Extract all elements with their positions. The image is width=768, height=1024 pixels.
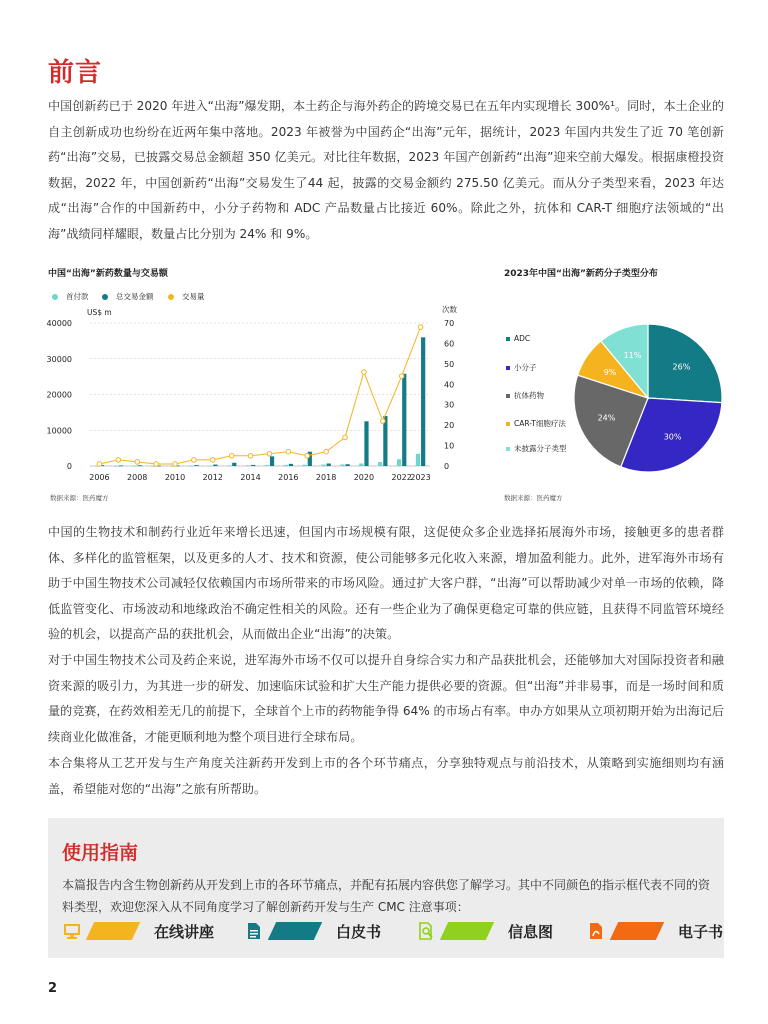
point-volume-2017 <box>305 453 310 458</box>
legend-upfront-label: 首付款 <box>66 292 89 301</box>
point-volume-2012 <box>210 458 215 463</box>
bar-upfront-2016 <box>284 465 288 466</box>
pie-legend-item-2 <box>506 390 544 401</box>
right-axis-unit: 次数 <box>442 305 457 314</box>
point-volume-2009 <box>154 462 159 467</box>
pie-legend-item-3 <box>506 418 566 429</box>
bar-upfront-2012 <box>208 466 212 467</box>
point-volume-2006 <box>97 462 102 467</box>
document-icon <box>246 922 262 940</box>
bar-upfront-2018 <box>321 465 325 466</box>
guide-title: 使用指南 <box>62 842 139 864</box>
bar-upfront-2008 <box>133 466 137 467</box>
right-tick-label: 30 <box>444 400 455 410</box>
paragraph-collection: 本合集将从工艺开发与生产角度关注新药开发到上市的各个环节痛点，分享独特观点与前沿技术，从策略到实施细则均有涵盖，希望能对您的“出海”之旅有所帮助。 <box>48 756 724 796</box>
x-tick-label: 2014 <box>240 473 261 482</box>
pie-legend-swatch <box>506 447 510 451</box>
bar-total-2013 <box>232 463 236 466</box>
point-volume-2020 <box>362 370 367 375</box>
bar-upfront-2015 <box>265 465 269 466</box>
bar-upfront-2020 <box>359 463 363 466</box>
bar-upfront-2021 <box>378 462 382 466</box>
pie-legend-item-1 <box>506 362 537 373</box>
tag-bar-whitepaper <box>268 922 322 940</box>
tag-bar-infographic <box>440 922 494 940</box>
point-volume-2010 <box>173 462 178 467</box>
bar-chart-title: 中国“出海”新药数量与交易额 <box>48 269 168 279</box>
bar-upfront-2011 <box>189 466 193 467</box>
pie-legend-label: ADC <box>514 334 531 343</box>
pie-legend-item-0 <box>506 334 530 343</box>
bar-total-2016 <box>289 464 293 466</box>
tag-label-lecture: 在线讲座 <box>154 923 215 941</box>
tag-label-infographic: 信息图 <box>508 923 554 941</box>
bar-total-2011 <box>194 465 198 466</box>
point-volume-2021 <box>380 419 385 424</box>
pie-chart <box>568 318 728 478</box>
pie-legend-label: 小分子 <box>514 363 537 372</box>
paragraph-market: 中国的生物技术和制药行业近年来增长迅速，但国内市场规模有限，这促使众多企业选择拓展海外市场，接触更多的患者群体、多样化的监管框架，以及更多的人才、技术和资源，使公司能够多元化收入来源，增加盈利能力。此外，进军海外市场有助于中国生物技术公司减轻仅依赖国内市场所带来的市场风险。通过扩大客户群，“出海”可以帮助减少对单一市场的依赖，降低监管变化、市场波动和地缘政治不确定性相关的风险。还有一些企业为了确保更稳定可靠的供应链，且获得不同监管环境经验的机会，以提高产品的获批机会，从而做出企业“出海”的决策。 <box>48 525 724 641</box>
line-volume <box>99 327 420 464</box>
pie-legend-item-4 <box>506 443 567 454</box>
right-tick-label: 60 <box>444 339 455 349</box>
bar-total-2023 <box>421 337 425 466</box>
point-volume-2014 <box>248 453 253 458</box>
left-axis-unit: US$ m <box>87 308 112 317</box>
pie-legend-swatch <box>506 422 510 426</box>
pie-label-1: 30% <box>663 432 682 442</box>
page-number: 2 <box>48 981 58 996</box>
point-volume-2018 <box>324 449 329 454</box>
left-tick-label: 40000 <box>46 319 72 328</box>
tag-label-whitepaper: 白皮书 <box>336 923 382 941</box>
bar-total-2008 <box>138 465 142 466</box>
paragraph-intro: 中国创新药已于 2020 年进入“出海”爆发期，本土药企与海外药企的跨境交易已在五年内实现增长 300%¹。同时，本土企业的自主创新成功也纷纷在近两年集中落地。2023 年被誉为中国药企“出海”元年，据统计，2023 年国内共发生了近 70 笔创新药“出海”交易，已披露交易总金额超 350 亿美元。对比往年数据，2023 年国产创新药“出海”迎来空前大爆发。根据康橙投资数据，2022 年，中国创新药“出海”交易发生了44 起，披露的交易金额约 275.50 亿美元。而从分子类型来看，2023 年达成“出海”合作的中国新药中，小分子药物和 ADC 产品数量占比接近 60%。除此之外，抗体和 CAR-T 细胞疗法领域的“出海”战绩同样耀眼，数量占比分别为 24% 和 9%。 <box>48 99 724 241</box>
bar-line-chart <box>44 300 484 490</box>
bar-upfront-2013 <box>227 465 231 466</box>
bar-total-2022 <box>402 374 406 466</box>
pie-label-0: 26% <box>672 362 691 372</box>
legend-total-label: 总交易金额 <box>116 292 154 301</box>
bar-total-2015 <box>270 456 274 466</box>
point-volume-2011 <box>192 458 197 463</box>
right-tick-label: 70 <box>444 319 455 328</box>
point-volume-2013 <box>229 453 234 458</box>
x-tick-label: 2006 <box>89 473 110 482</box>
bar-total-2014 <box>251 465 255 466</box>
usage-guide-box <box>48 818 724 958</box>
bar-upfront-2007 <box>114 466 118 467</box>
pie-legend-label: 抗体药物 <box>514 391 544 400</box>
point-volume-2008 <box>135 460 140 465</box>
pie-legend-label: CAR-T细胞疗法 <box>514 419 566 428</box>
point-volume-2007 <box>116 458 121 463</box>
pie-chart-source: 数据来源：医药魔方 <box>504 494 563 502</box>
bar-total-2019 <box>346 464 350 466</box>
pie-label-4: 11% <box>623 350 642 360</box>
point-volume-2016 <box>286 449 291 454</box>
x-tick-label: 2016 <box>278 473 299 482</box>
bar-upfront-2019 <box>340 464 344 466</box>
pie-label-2: 24% <box>597 413 616 423</box>
right-tick-label: 40 <box>444 380 455 390</box>
bar-total-2018 <box>327 463 331 466</box>
bar-chart-source: 数据来源：医药魔方 <box>50 494 109 502</box>
x-tick-label: 2023 <box>410 473 431 482</box>
pie-chart-title: 2023年中国“出海”新药分子类型分布 <box>504 269 658 279</box>
left-tick-label: 30000 <box>46 354 72 364</box>
point-volume-2015 <box>267 451 272 456</box>
bar-total-2020 <box>364 421 368 466</box>
point-volume-2023 <box>418 325 423 330</box>
x-tick-label: 2018 <box>315 473 337 482</box>
pie-label-3: 9% <box>603 368 617 378</box>
paragraph-benefits: 对于中国生物技术公司及药企来说，进军海外市场不仅可以提升自身综合实力和产品获批机会，还能够加大对国际投资者和融资来源的吸引力，为其进一步的研发、加速临床试验和扩大生产能力提供必要的资源。但“出海”并非易事，而是一场时间和质量的竞赛，在药效相差无几的前提下，全球首个上市的药物能争得 64% 的市场占有率。申办方如果从立项初期开始为出海记后续商业化做准备，才能更顺利地为整个项目进行全球布局。 <box>48 653 724 744</box>
left-tick-label: 0 <box>66 462 72 471</box>
bar-upfront-2017 <box>303 465 307 466</box>
bar-total-2007 <box>119 465 123 466</box>
right-tick-label: 10 <box>444 441 455 451</box>
point-volume-2019 <box>343 435 348 440</box>
right-tick-label: 50 <box>444 359 455 369</box>
tag-bar-lecture <box>86 922 140 940</box>
tag-bar-ebook <box>610 922 664 940</box>
tag-label-ebook: 电子书 <box>678 923 724 941</box>
bar-total-2012 <box>213 465 217 466</box>
bar-upfront-2014 <box>246 465 250 466</box>
left-tick-label: 10000 <box>46 426 72 436</box>
x-tick-label: 2008 <box>127 473 148 482</box>
x-tick-label: 2020 <box>353 473 375 482</box>
monitor-icon <box>64 922 80 940</box>
pdf-icon <box>588 922 604 940</box>
pie-legend-swatch <box>506 337 510 341</box>
search-document-icon <box>418 922 434 940</box>
pie-legend-swatch <box>506 366 510 370</box>
bar-upfront-2022 <box>397 459 401 466</box>
x-tick-label: 2010 <box>164 473 186 482</box>
left-tick-label: 20000 <box>46 390 72 400</box>
legend-volume-label: 交易量 <box>182 292 205 301</box>
pie-legend-label: 未披露分子类型 <box>514 444 567 453</box>
right-tick-label: 0 <box>444 462 450 471</box>
point-volume-2022 <box>399 374 404 379</box>
x-tick-label: 2012 <box>202 473 223 482</box>
x-tick-label: 2022 <box>391 473 412 482</box>
page-title: 前言 <box>48 58 103 88</box>
pie-legend-swatch <box>506 394 510 398</box>
right-tick-label: 20 <box>444 421 455 431</box>
guide-text: 本篇报告内含生物创新药从开发到上市的各环节痛点，并配有拓展内容供您了解学习。其中不同颜色的指示框代表不同的资料类型，欢迎您深入从不同角度学习了解创新药开发与生产 CMC 注意事项： <box>62 878 711 914</box>
bar-upfront-2023 <box>416 454 420 466</box>
